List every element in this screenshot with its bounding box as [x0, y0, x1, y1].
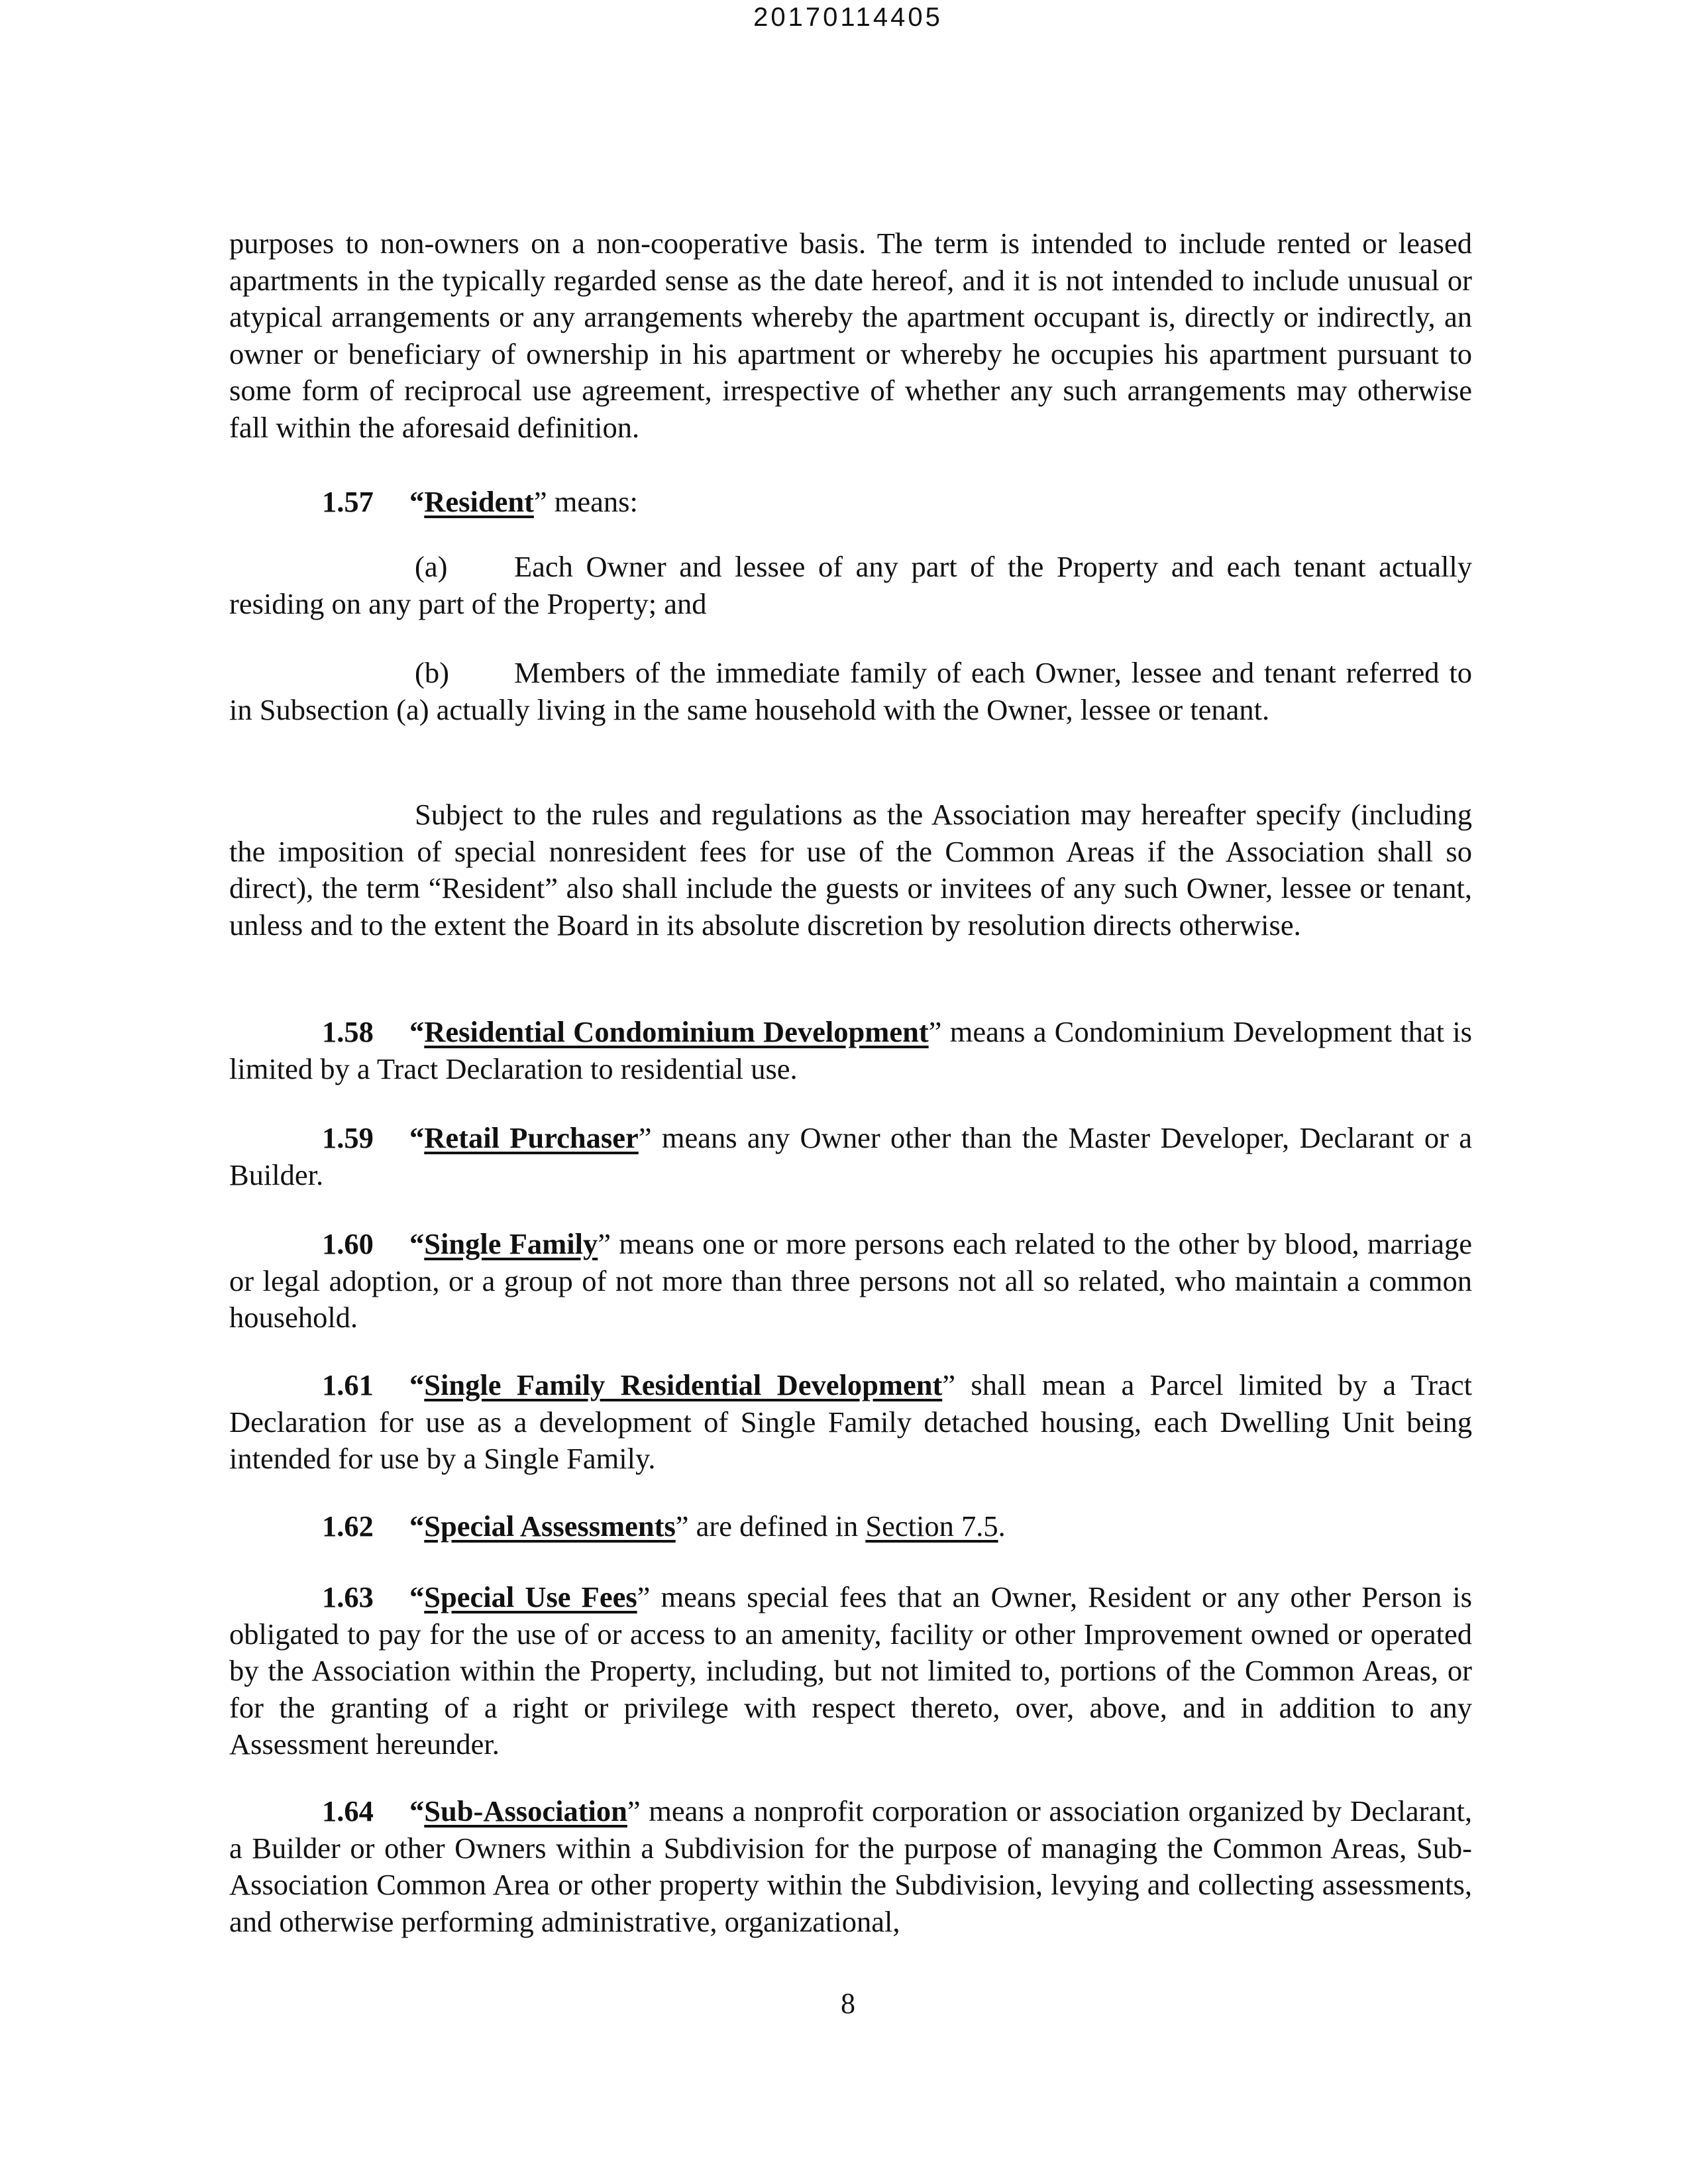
section-number: 1.62	[322, 1509, 374, 1543]
section-1-59: 1.59 “Retail Purchaser” means any Owner other than the Master Developer, Declarant or a Builder.	[229, 1121, 1473, 1191]
subsection-label: (a)	[415, 550, 448, 583]
section-number: 1.64	[322, 1794, 374, 1828]
section-number: 1.63	[322, 1580, 374, 1613]
section-1-64: 1.64 “Sub-Association” means a nonprofit corporation or association organized by Declarant, a Builder or other Owners within a Subdivision for the purpose of managing the Common Areas, Sub-Association Common Area or other property within the Subdivision, levying and collecting assessments, and otherwise performing administrative, organizational,	[229, 1794, 1472, 1938]
defined-term: Single Family Residential Development	[424, 1368, 943, 1401]
section-1-63: 1.63 “Special Use Fees” means special fees that an Owner, Resident or any other Person is obligated to pay for the use of or access to an amenity, facility or other Improvement owned or operated by the Association within the Property, including, but not limited to, portions of the Common Areas, or for the granting of a right or privilege with respect thereto, over, above, and in addition to any Assessment hereunder.	[229, 1580, 1473, 1761]
document-number: 20170114405	[753, 3, 943, 32]
intro-paragraph: purposes to non-owners on a non-cooperative basis. The term is intended to include rented or leased apartments in the typically regarded sense as the date hereof, and it is not intended to include unusual or atypical arrangements or any arrangements whereby the apartment occupant is, directly or indirectly, an owner or beneficiary of ownership in his apartment or whereby he occupies his apartment pursuant to some form of reciprocal use agreement, irrespective of whether any such arrangements may otherwise fall within the aforesaid definition.	[229, 227, 1472, 444]
subsection-label: (b)	[415, 656, 449, 689]
section-reference-link[interactable]: Section 7.5	[865, 1509, 998, 1543]
defined-term: Single Family	[424, 1227, 598, 1260]
section-number: 1.57	[322, 485, 374, 518]
section-1-62: 1.62 “Special Assessments” are defined in Section 7.5.	[229, 1508, 1472, 1545]
section-1-57-subsection-b: (b) Members of the immediate family of each Owner, lessee and tenant referred to in Subsection (a) actually living in the same household with the Owner, lessee or tenant.	[229, 656, 1472, 726]
section-1-60: 1.60 “Single Family” means one or more persons each related to the other by blood, marriage or legal adoption, or a group of not more than three persons not all so related, who maintain a common household.	[229, 1227, 1472, 1335]
section-number: 1.59	[322, 1121, 374, 1154]
section-1-58: 1.58 “Residential Condominium Development” means a Condominium Development that is limited by a Tract Declaration to residential use.	[229, 1015, 1473, 1085]
section-1-57-heading: 1.57 “Resident” means:	[229, 484, 1472, 521]
section-1-57-subsection-a: (a) Each Owner and lessee of any part of the Property and each tenant actually residing on any part of the Property; and	[229, 550, 1472, 620]
section-1-61: 1.61 “Single Family Residential Development” shall mean a Parcel limited by a Tract Declaration for use as a development of Single Family detached housing, each Dwelling Unit being intended for use by a Single Family.	[229, 1368, 1472, 1476]
section-number: 1.58	[322, 1015, 374, 1048]
defined-term: Special Assessments	[424, 1509, 676, 1543]
defined-term: Resident	[424, 485, 534, 518]
section-1-57-subject-paragraph: Subject to the rules and regulations as the Association may hereafter specify (including the imposition of special nonresident fees for use of the Common Areas if the Association shall so direct), the term “Resident” also shall include the guests or invitees of any such Owner, lessee or tenant, unless and to the extent the Board in its absolute discretion by resolution directs otherwise.	[229, 798, 1472, 942]
defined-term: Residential Condominium Development	[424, 1015, 929, 1048]
section-number: 1.60	[322, 1227, 374, 1260]
defined-term: Sub-Association	[424, 1794, 627, 1828]
defined-term: Special Use Fees	[424, 1580, 637, 1613]
defined-term: Retail Purchaser	[424, 1121, 639, 1154]
page-number: 8	[841, 1987, 855, 2020]
section-number: 1.61	[322, 1368, 374, 1401]
